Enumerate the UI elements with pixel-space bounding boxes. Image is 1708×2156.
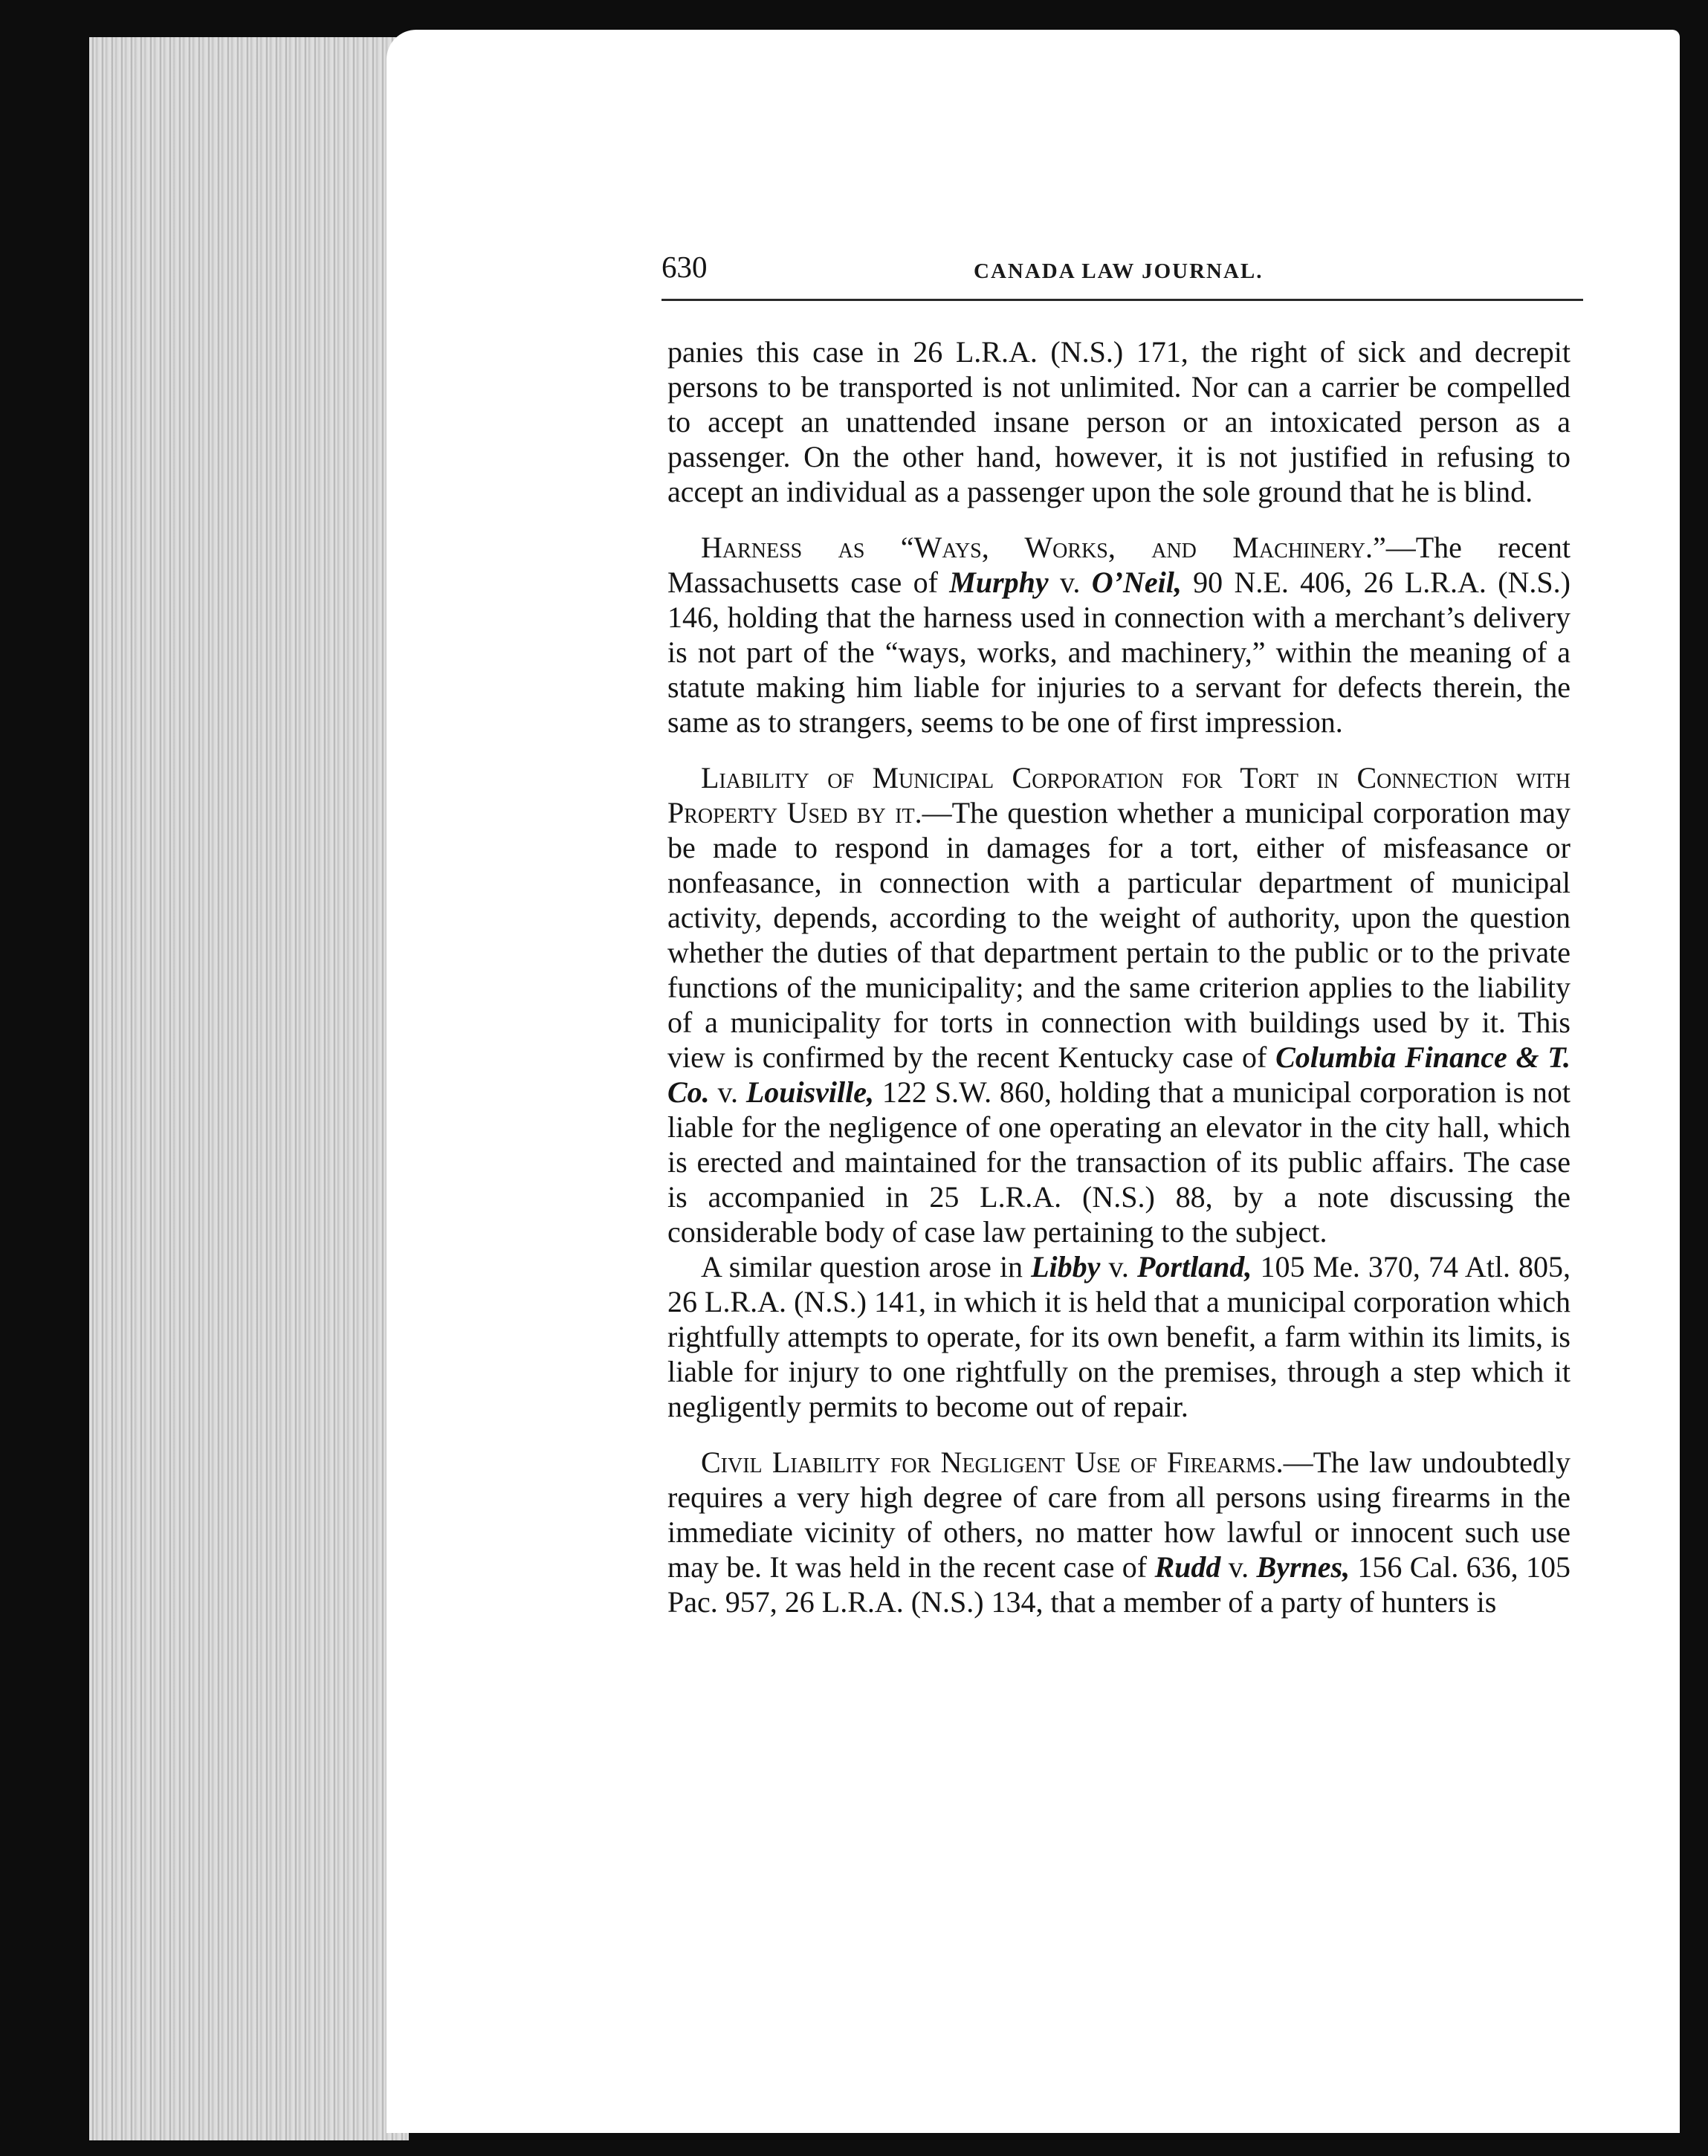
case-party: Libby [1031,1250,1101,1283]
paragraph-text: v. [1220,1550,1257,1584]
paragraph-text: v. [1100,1250,1137,1283]
case-party: Portland, [1136,1250,1252,1283]
case-party: Murphy [949,566,1049,599]
case-party: O’Neil, [1091,566,1182,599]
paragraph-text: 105 Me. 370, 74 Atl. 805, 26 L.R.A. (N.S.) 141, in which it is held that a municipal corporation which rightfully attempts to operate, for its own benefit, a farm within its limits, is liable for injury to one rightfully on the premises, through a step which it negligently permits to become out of repair. [667,1250,1571,1423]
paragraph-text: A similar question arose in [701,1250,1032,1283]
paragraph-text: v. [1048,566,1092,599]
paragraph-sick-passengers: panies this case in 26 L.R.A. (N.S.) 171, the right of sick and decrepit persons to be transported is not unlimited. Nor can a carrier be compelled to accept an unattended insane person or an intoxicated person as a passenger. On the other hand, however, it is not justified in refusing to accept an individual as a passenger upon the sole ground that he is blind. [667,335,1570,508]
header-rule [661,299,1583,301]
section-heading-harness: Harness as “Ways, Works, and Machinery.” [701,531,1386,564]
paragraph-harness [667,530,1570,739]
section-heading-firearms: Civil Liability for Negligent Use of Firearms. [701,1446,1284,1479]
paragraph-text: —The recent Massachusetts case of [667,531,1570,599]
paragraph-libby-portland [667,1249,1570,1424]
article-text [667,334,1570,1619]
paragraph-text: 156 Cal. 636, 105 Pac. 957, 26 L.R.A. (N.S.) 134, that a member of a party of hunters is [667,1550,1571,1619]
book-page-edges [89,37,409,2140]
case-party: Columbia Finance & T. Co. [667,1040,1571,1109]
paragraph-text: 90 N.E. 406, 26 L.R.A. (N.S.) 146, holding that the harness used in connection with a merchant’s delivery is not part of the “ways, works, and machinery,” within the meaning of a statute making him liable for injuries to a servant for defects therein, the same as to strangers, seems to be one of first impression. [667,566,1570,739]
section-heading-municipal: Liability of Municipal Corporation for Tort in Connection with Property Used by it. [667,761,1570,829]
paragraph-text: 122 S.W. 860, holding that a municipal corporation is not liable for the negligence of one operating an elevator in the city hall, which is erected and maintained for the transaction of its public affairs. The case is accompanied in 25 L.R.A. (N.S.) 88, by a note discussing the considerable body of case law pertaining to the subject. [667,1075,1571,1249]
page-number: 630 [661,250,708,284]
case-party: Louisville, [745,1075,875,1109]
journal-title: CANADA LAW JOURNAL. [974,259,1264,283]
case-party: Rudd [1154,1550,1221,1584]
paragraph-text: v. [709,1075,746,1109]
paragraph-text: —The law undoubtedly requires a very high degree of care from all persons using firearms in the immediate vicinity of others, no matter how lawful or innocent such use may be. It was held in the recent case of [667,1446,1570,1584]
running-head [661,249,1605,301]
paragraph-municipal-liability [667,760,1570,1249]
paragraph-firearms [667,1445,1570,1619]
paragraph-text: —The question whether a municipal corporation may be made to respond in damages for a tort, either of misfeasance or nonfeasance, in connection with a particular department of municipal activity, depends, according to the weight of authority, upon the question whether the duties of that department pertain to the public or to the private functions of the municipality; and the same criterion applies to the liability of a municipality for torts in connection with buildings used by it. This view is confirmed by the recent Kentucky case of [667,796,1570,1074]
case-party: Byrnes, [1256,1550,1350,1584]
